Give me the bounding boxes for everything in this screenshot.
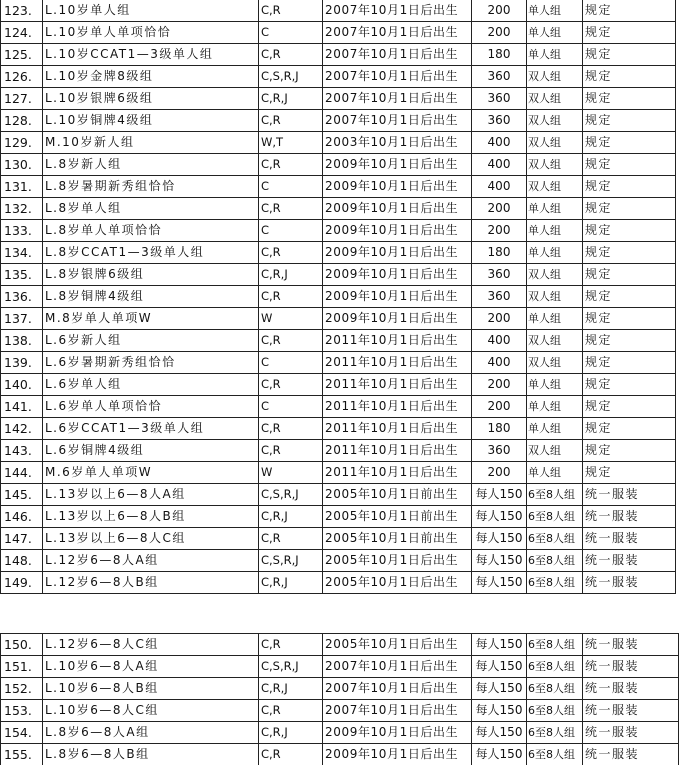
- event-name-cell: L.8岁6—8人B组: [43, 744, 259, 766]
- group-type-cell: 双人组: [527, 176, 583, 198]
- music-count-cell: 400: [472, 176, 527, 198]
- dances-cell: C,R,J: [259, 264, 323, 286]
- row-number-cell: 155.: [1, 744, 43, 766]
- event-name-cell: M.8岁单人单项W: [43, 308, 259, 330]
- eligibility-cell: 2009年10月1日后出生: [323, 722, 472, 744]
- group-type-cell: 双人组: [527, 110, 583, 132]
- eligibility-cell: 2011年10月1日后出生: [323, 462, 472, 484]
- dances-cell: C,S,R,J: [259, 656, 323, 678]
- dances-cell: W,T: [259, 132, 323, 154]
- group-type-cell: 6至8人组: [527, 550, 583, 572]
- row-number-cell: 131.: [1, 176, 43, 198]
- eligibility-cell: 2007年10月1日后出生: [323, 0, 472, 22]
- music-count-cell: 180: [472, 242, 527, 264]
- music-count-cell: 360: [472, 88, 527, 110]
- dress-code-cell: 规定: [583, 374, 676, 396]
- row-number-cell: 150.: [1, 634, 43, 656]
- dances-cell: C,S,R,J: [259, 484, 323, 506]
- event-name-cell: L.13岁以上6—8人B组: [43, 506, 259, 528]
- dress-code-cell: 统一服装: [583, 744, 679, 766]
- table-row: [1, 0, 676, 22]
- row-number-cell: 135.: [1, 264, 43, 286]
- dances-cell: C,R,J: [259, 506, 323, 528]
- dances-cell: C,R,J: [259, 678, 323, 700]
- table-row: [1, 440, 676, 462]
- eligibility-cell: 2009年10月1日后出生: [323, 264, 472, 286]
- event-name-cell: L.8岁暑期新秀组恰恰: [43, 176, 259, 198]
- table-row: [1, 88, 676, 110]
- eligibility-cell: 2005年10月1日前出生: [323, 506, 472, 528]
- group-type-cell: 6至8人组: [527, 700, 583, 722]
- event-name-cell: L.10岁6—8人B组: [43, 678, 259, 700]
- group-type-cell: 双人组: [527, 352, 583, 374]
- dances-cell: W: [259, 308, 323, 330]
- group-type-cell: 6至8人组: [527, 678, 583, 700]
- row-number-cell: 153.: [1, 700, 43, 722]
- group-type-cell: 6至8人组: [527, 528, 583, 550]
- event-name-cell: L.6岁CCAT1—3级单人组: [43, 418, 259, 440]
- row-number-cell: 137.: [1, 308, 43, 330]
- dances-cell: C,R,J: [259, 722, 323, 744]
- dress-code-cell: 规定: [583, 418, 676, 440]
- dances-cell: C,R: [259, 44, 323, 66]
- music-count-cell: 200: [472, 396, 527, 418]
- dress-code-cell: 规定: [583, 110, 676, 132]
- dances-cell: C,R: [259, 440, 323, 462]
- dances-cell: C,R: [259, 110, 323, 132]
- dress-code-cell: 规定: [583, 154, 676, 176]
- table-row: [1, 44, 676, 66]
- dress-code-cell: 规定: [583, 132, 676, 154]
- dances-cell: C: [259, 22, 323, 44]
- dances-cell: C,S,R,J: [259, 550, 323, 572]
- event-name-cell: L.10岁单人组: [43, 0, 259, 22]
- table-row: [1, 484, 676, 506]
- event-name-cell: M.6岁单人单项W: [43, 462, 259, 484]
- event-name-cell: L.8岁6—8人A组: [43, 722, 259, 744]
- group-type-cell: 双人组: [527, 88, 583, 110]
- music-count-cell: 200: [472, 308, 527, 330]
- dress-code-cell: 规定: [583, 220, 676, 242]
- table-row: [1, 722, 679, 744]
- dances-cell: C: [259, 352, 323, 374]
- eligibility-cell: 2005年10月1日后出生: [323, 634, 472, 656]
- table-row: [1, 176, 676, 198]
- row-number-cell: 141.: [1, 396, 43, 418]
- event-name-cell: L.8岁新人组: [43, 154, 259, 176]
- eligibility-cell: 2009年10月1日后出生: [323, 286, 472, 308]
- dances-cell: W: [259, 462, 323, 484]
- music-count-cell: 每人150: [472, 678, 527, 700]
- music-count-cell: 200: [472, 220, 527, 242]
- row-number-cell: 125.: [1, 44, 43, 66]
- table-row: [1, 154, 676, 176]
- eligibility-cell: 2007年10月1日后出生: [323, 88, 472, 110]
- dances-cell: C,R: [259, 242, 323, 264]
- eligibility-cell: 2009年10月1日后出生: [323, 198, 472, 220]
- dress-code-cell: 规定: [583, 352, 676, 374]
- dress-code-cell: 规定: [583, 198, 676, 220]
- table-row: [1, 352, 676, 374]
- music-count-cell: 360: [472, 264, 527, 286]
- dress-code-cell: 规定: [583, 176, 676, 198]
- eligibility-cell: 2011年10月1日后出生: [323, 352, 472, 374]
- music-count-cell: 每人150: [472, 744, 527, 766]
- event-name-cell: L.13岁以上6—8人C组: [43, 528, 259, 550]
- table-row: [1, 572, 676, 594]
- event-name-cell: L.12岁6—8人A组: [43, 550, 259, 572]
- dress-code-cell: 统一服装: [583, 634, 679, 656]
- event-name-cell: L.8岁CCAT1—3级单人组: [43, 242, 259, 264]
- music-count-cell: 360: [472, 66, 527, 88]
- table-row: [1, 550, 676, 572]
- group-type-cell: 单人组: [527, 22, 583, 44]
- group-type-cell: 双人组: [527, 132, 583, 154]
- dress-code-cell: 统一服装: [583, 506, 676, 528]
- eligibility-cell: 2005年10月1日后出生: [323, 550, 472, 572]
- group-type-cell: 单人组: [527, 242, 583, 264]
- eligibility-cell: 2005年10月1日前出生: [323, 528, 472, 550]
- music-count-cell: 每人150: [472, 700, 527, 722]
- music-count-cell: 200: [472, 22, 527, 44]
- event-name-cell: L.12岁6—8人B组: [43, 572, 259, 594]
- dances-cell: C: [259, 396, 323, 418]
- group-type-cell: 单人组: [527, 374, 583, 396]
- group-type-cell: 双人组: [527, 154, 583, 176]
- music-count-cell: 每人150: [472, 528, 527, 550]
- eligibility-cell: 2007年10月1日后出生: [323, 110, 472, 132]
- eligibility-cell: 2011年10月1日后出生: [323, 330, 472, 352]
- table-row: [1, 198, 676, 220]
- group-type-cell: 双人组: [527, 330, 583, 352]
- row-number-cell: 145.: [1, 484, 43, 506]
- row-number-cell: 154.: [1, 722, 43, 744]
- event-name-cell: L.10岁单人单项恰恰: [43, 22, 259, 44]
- event-name-cell: L.10岁CCAT1—3级单人组: [43, 44, 259, 66]
- event-name-cell: L.10岁铜牌4级组: [43, 110, 259, 132]
- dress-code-cell: 规定: [583, 44, 676, 66]
- dress-code-cell: 统一服装: [583, 656, 679, 678]
- row-number-cell: 147.: [1, 528, 43, 550]
- group-type-cell: 单人组: [527, 0, 583, 22]
- row-number-cell: 130.: [1, 154, 43, 176]
- dances-cell: C,R: [259, 330, 323, 352]
- music-count-cell: 400: [472, 352, 527, 374]
- group-type-cell: 6至8人组: [527, 572, 583, 594]
- music-count-cell: 200: [472, 0, 527, 22]
- event-name-cell: L.10岁6—8人C组: [43, 700, 259, 722]
- eligibility-cell: 2011年10月1日后出生: [323, 418, 472, 440]
- dances-cell: C,R: [259, 700, 323, 722]
- dress-code-cell: 规定: [583, 264, 676, 286]
- table-row: [1, 374, 676, 396]
- dances-cell: C,R: [259, 374, 323, 396]
- dress-code-cell: 规定: [583, 462, 676, 484]
- event-name-cell: L.6岁暑期新秀组恰恰: [43, 352, 259, 374]
- event-name-cell: L.8岁单人单项恰恰: [43, 220, 259, 242]
- event-name-cell: L.6岁新人组: [43, 330, 259, 352]
- eligibility-cell: 2009年10月1日后出生: [323, 176, 472, 198]
- event-name-cell: L.6岁铜牌4级组: [43, 440, 259, 462]
- dances-cell: C,R: [259, 744, 323, 766]
- row-number-cell: 144.: [1, 462, 43, 484]
- dances-cell: C,R: [259, 634, 323, 656]
- eligibility-cell: 2007年10月1日后出生: [323, 22, 472, 44]
- table-row: [1, 286, 676, 308]
- table-row: [1, 744, 679, 766]
- eligibility-cell: 2009年10月1日后出生: [323, 744, 472, 766]
- dress-code-cell: 规定: [583, 22, 676, 44]
- music-count-cell: 每人150: [472, 656, 527, 678]
- dances-cell: C,R: [259, 418, 323, 440]
- event-name-cell: L.10岁银牌6级组: [43, 88, 259, 110]
- table-row: [1, 700, 679, 722]
- group-type-cell: 6至8人组: [527, 506, 583, 528]
- event-name-cell: L.12岁6—8人C组: [43, 634, 259, 656]
- row-number-cell: 142.: [1, 418, 43, 440]
- table-row: [1, 132, 676, 154]
- music-count-cell: 每人150: [472, 722, 527, 744]
- eligibility-cell: 2009年10月1日后出生: [323, 154, 472, 176]
- eligibility-cell: 2011年10月1日后出生: [323, 374, 472, 396]
- eligibility-cell: 2009年10月1日后出生: [323, 308, 472, 330]
- dances-cell: C: [259, 176, 323, 198]
- table-row: [1, 506, 676, 528]
- dress-code-cell: 规定: [583, 440, 676, 462]
- row-number-cell: 124.: [1, 22, 43, 44]
- event-name-cell: L.13岁以上6—8人A组: [43, 484, 259, 506]
- music-count-cell: 360: [472, 110, 527, 132]
- eligibility-cell: 2009年10月1日后出生: [323, 242, 472, 264]
- table-row: [1, 528, 676, 550]
- event-name-cell: L.6岁单人单项恰恰: [43, 396, 259, 418]
- eligibility-cell: 2005年10月1日前出生: [323, 484, 472, 506]
- dress-code-cell: 规定: [583, 66, 676, 88]
- dances-cell: C: [259, 220, 323, 242]
- eligibility-cell: 2003年10月1日后出生: [323, 132, 472, 154]
- music-count-cell: 200: [472, 462, 527, 484]
- music-count-cell: 200: [472, 198, 527, 220]
- dress-code-cell: 统一服装: [583, 572, 676, 594]
- group-type-cell: 双人组: [527, 286, 583, 308]
- eligibility-cell: 2007年10月1日后出生: [323, 656, 472, 678]
- row-number-cell: 123.: [1, 0, 43, 22]
- row-number-cell: 132.: [1, 198, 43, 220]
- eligibility-cell: 2007年10月1日后出生: [323, 66, 472, 88]
- group-type-cell: 单人组: [527, 308, 583, 330]
- table-row: [1, 110, 676, 132]
- group-type-cell: 6至8人组: [527, 744, 583, 766]
- row-number-cell: 146.: [1, 506, 43, 528]
- dances-cell: C,R: [259, 286, 323, 308]
- event-name-cell: L.10岁金牌8级组: [43, 66, 259, 88]
- row-number-cell: 139.: [1, 352, 43, 374]
- music-count-cell: 360: [472, 440, 527, 462]
- music-count-cell: 每人150: [472, 572, 527, 594]
- event-name-cell: L.8岁单人组: [43, 198, 259, 220]
- dress-code-cell: 规定: [583, 396, 676, 418]
- group-type-cell: 单人组: [527, 396, 583, 418]
- dress-code-cell: 规定: [583, 286, 676, 308]
- group-type-cell: 单人组: [527, 44, 583, 66]
- table-row: [1, 634, 679, 656]
- dances-cell: C,R: [259, 198, 323, 220]
- eligibility-cell: 2011年10月1日后出生: [323, 396, 472, 418]
- group-type-cell: 单人组: [527, 198, 583, 220]
- row-number-cell: 133.: [1, 220, 43, 242]
- table-row: [1, 330, 676, 352]
- dances-cell: C,S,R,J: [259, 66, 323, 88]
- dress-code-cell: 统一服装: [583, 528, 676, 550]
- row-number-cell: 128.: [1, 110, 43, 132]
- row-number-cell: 126.: [1, 66, 43, 88]
- event-name-cell: L.8岁银牌6级组: [43, 264, 259, 286]
- music-count-cell: 每人150: [472, 484, 527, 506]
- dances-cell: C,R,J: [259, 88, 323, 110]
- dress-code-cell: 统一服装: [583, 550, 676, 572]
- eligibility-cell: 2007年10月1日后出生: [323, 44, 472, 66]
- music-count-cell: 400: [472, 330, 527, 352]
- table-row: [1, 242, 676, 264]
- music-count-cell: 180: [472, 418, 527, 440]
- eligibility-cell: 2005年10月1日后出生: [323, 572, 472, 594]
- row-number-cell: 151.: [1, 656, 43, 678]
- table-row: [1, 22, 676, 44]
- row-number-cell: 127.: [1, 88, 43, 110]
- dances-cell: C,R: [259, 0, 323, 22]
- table-row: [1, 678, 679, 700]
- dress-code-cell: 规定: [583, 330, 676, 352]
- dress-code-cell: 规定: [583, 308, 676, 330]
- music-count-cell: 每人150: [472, 550, 527, 572]
- event-name-cell: L.10岁6—8人A组: [43, 656, 259, 678]
- music-count-cell: 每人150: [472, 634, 527, 656]
- table-row: [1, 418, 676, 440]
- table-row: [1, 462, 676, 484]
- music-count-cell: 200: [472, 374, 527, 396]
- row-number-cell: 143.: [1, 440, 43, 462]
- table-row: [1, 264, 676, 286]
- event-name-cell: L.8岁铜牌4级组: [43, 286, 259, 308]
- group-type-cell: 双人组: [527, 440, 583, 462]
- event-name-cell: M.10岁新人组: [43, 132, 259, 154]
- dances-cell: C,R: [259, 528, 323, 550]
- dances-cell: C,R: [259, 154, 323, 176]
- row-number-cell: 134.: [1, 242, 43, 264]
- music-count-cell: 每人150: [472, 506, 527, 528]
- table-row: [1, 220, 676, 242]
- eligibility-cell: 2007年10月1日后出生: [323, 678, 472, 700]
- row-number-cell: 149.: [1, 572, 43, 594]
- dances-cell: C,R,J: [259, 572, 323, 594]
- table-row: [1, 656, 679, 678]
- group-type-cell: 6至8人组: [527, 656, 583, 678]
- eligibility-cell: 2009年10月1日后出生: [323, 220, 472, 242]
- row-number-cell: 152.: [1, 678, 43, 700]
- dress-code-cell: 规定: [583, 0, 676, 22]
- table-row: [1, 396, 676, 418]
- table-row: [1, 66, 676, 88]
- group-type-cell: 双人组: [527, 264, 583, 286]
- group-type-cell: 单人组: [527, 462, 583, 484]
- events-table-lower: [0, 633, 679, 765]
- group-type-cell: 6至8人组: [527, 722, 583, 744]
- music-count-cell: 400: [472, 154, 527, 176]
- row-number-cell: 140.: [1, 374, 43, 396]
- row-number-cell: 136.: [1, 286, 43, 308]
- row-number-cell: 129.: [1, 132, 43, 154]
- event-name-cell: L.6岁单人组: [43, 374, 259, 396]
- dress-code-cell: 统一服装: [583, 722, 679, 744]
- eligibility-cell: 2007年10月1日后出生: [323, 700, 472, 722]
- music-count-cell: 360: [472, 286, 527, 308]
- dress-code-cell: 统一服装: [583, 678, 679, 700]
- group-type-cell: 单人组: [527, 418, 583, 440]
- events-table-upper-body: [1, 0, 676, 594]
- group-type-cell: 双人组: [527, 66, 583, 88]
- music-count-cell: 400: [472, 132, 527, 154]
- dress-code-cell: 统一服装: [583, 484, 676, 506]
- dress-code-cell: 规定: [583, 88, 676, 110]
- dress-code-cell: 统一服装: [583, 700, 679, 722]
- group-type-cell: 6至8人组: [527, 484, 583, 506]
- table-row: [1, 308, 676, 330]
- dress-code-cell: 规定: [583, 242, 676, 264]
- row-number-cell: 148.: [1, 550, 43, 572]
- eligibility-cell: 2011年10月1日后出生: [323, 440, 472, 462]
- group-type-cell: 单人组: [527, 220, 583, 242]
- row-number-cell: 138.: [1, 330, 43, 352]
- group-type-cell: 6至8人组: [527, 634, 583, 656]
- music-count-cell: 180: [472, 44, 527, 66]
- events-table-lower-body: [1, 634, 679, 766]
